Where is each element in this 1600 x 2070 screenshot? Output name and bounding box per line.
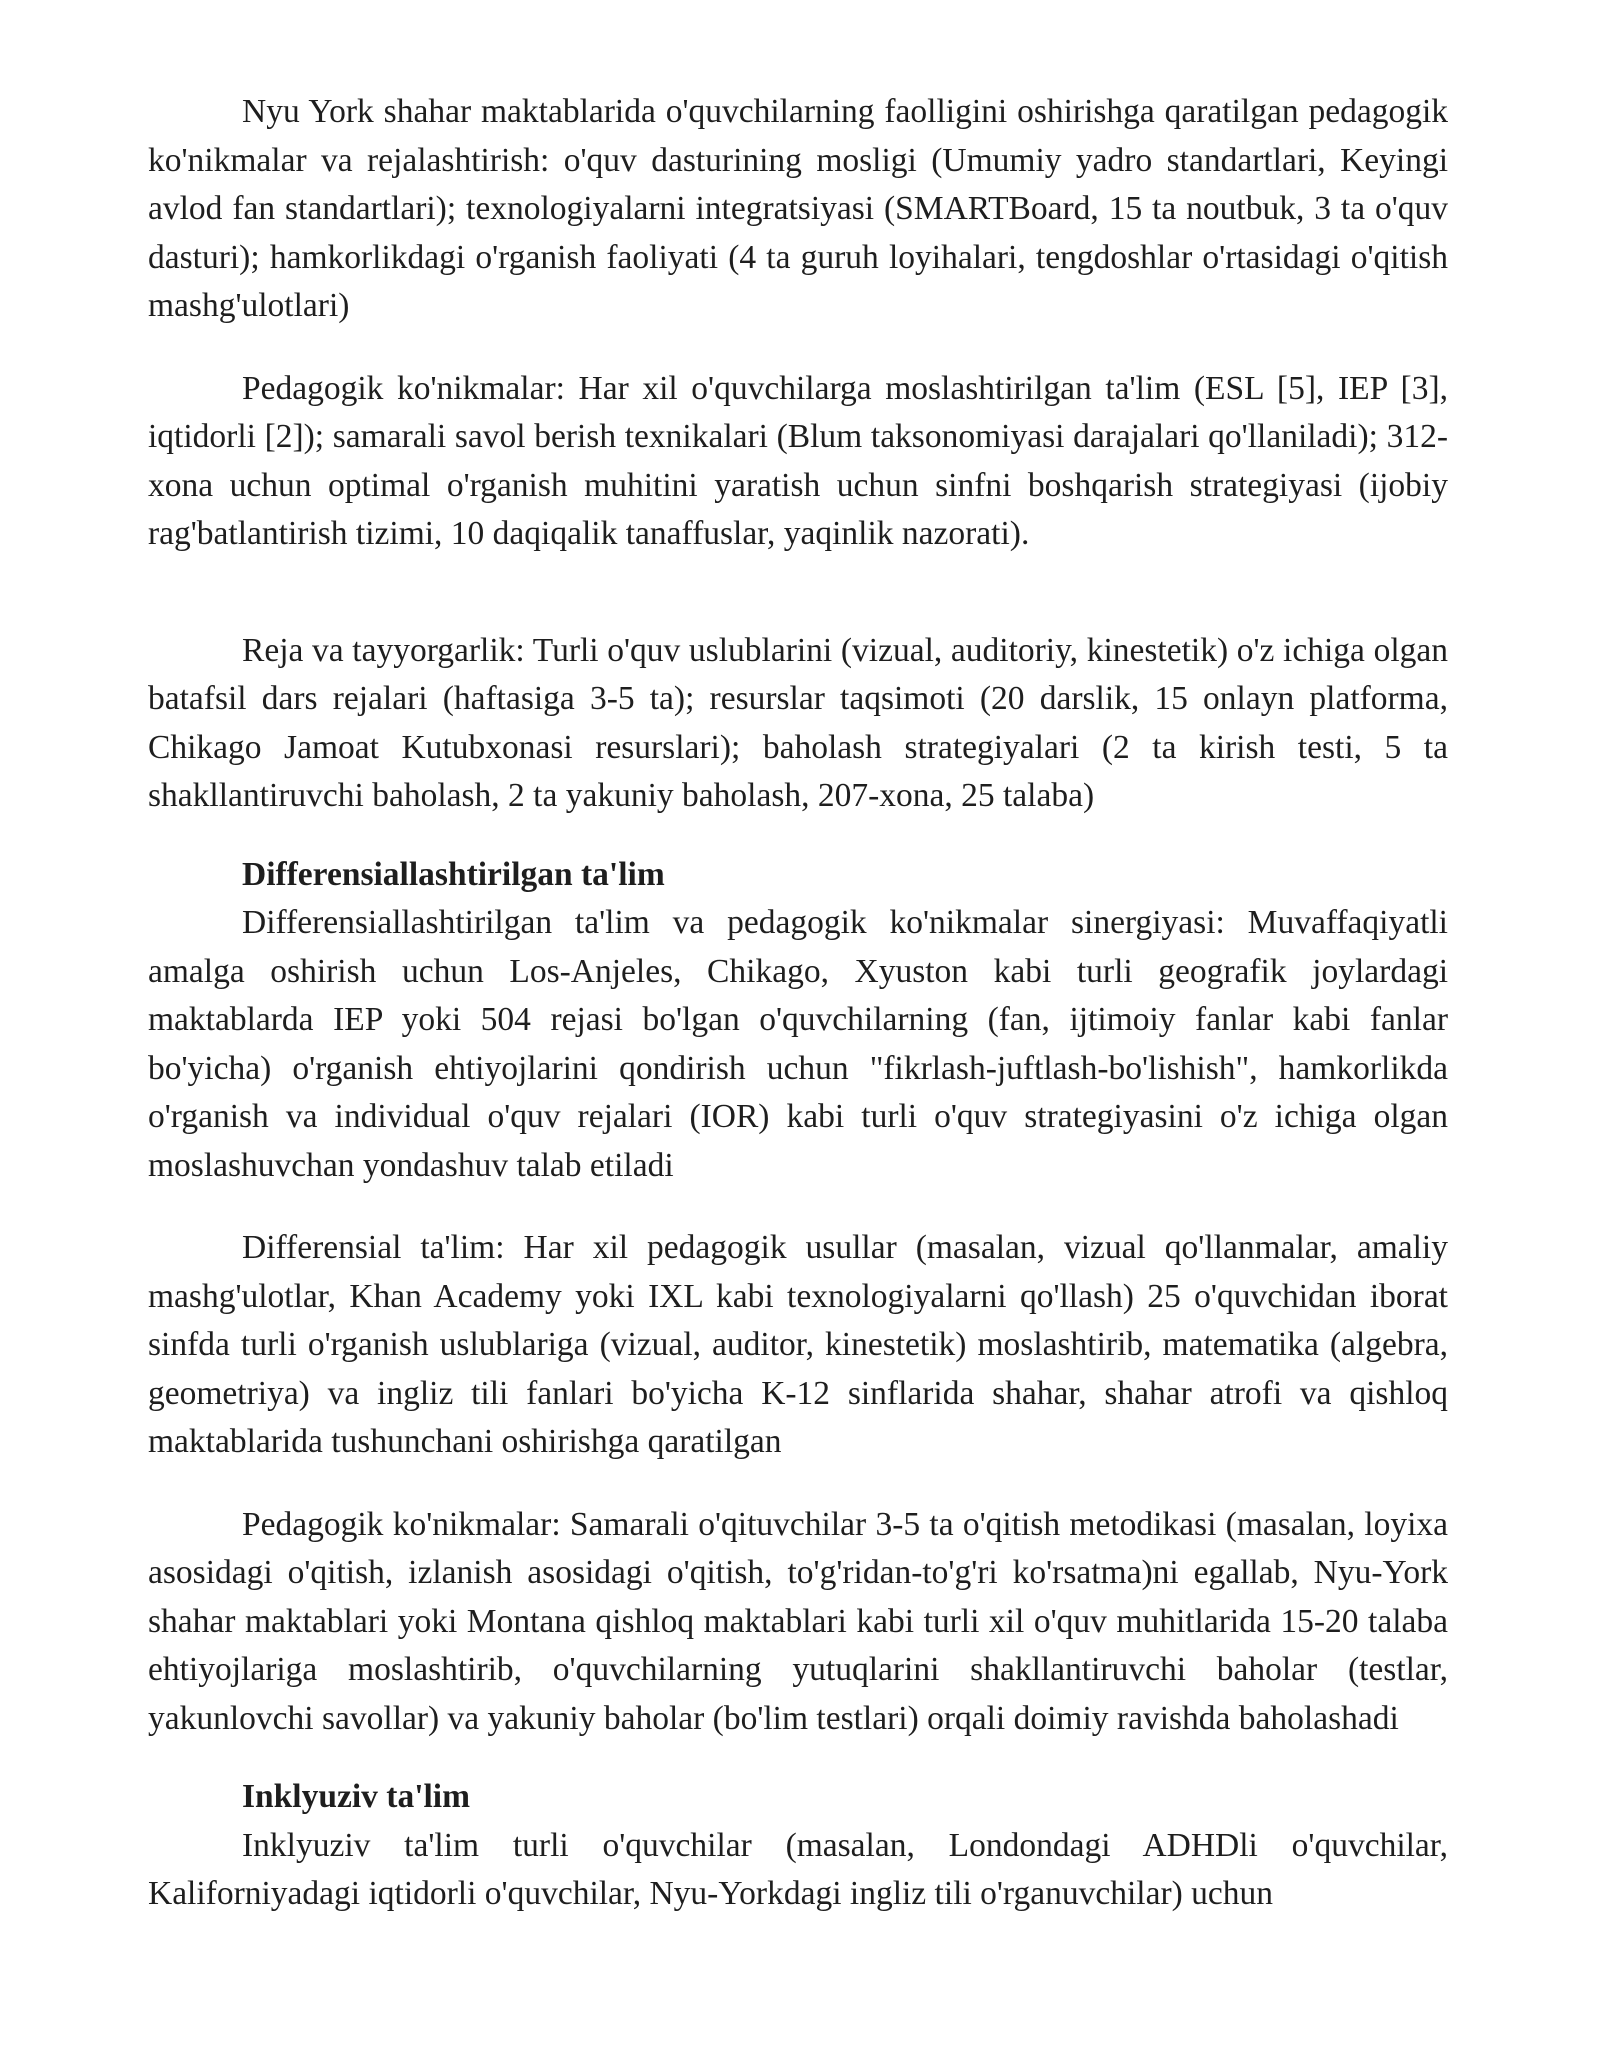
paragraph-nyc-schools: Nyu York shahar maktablarida o'quvchilarning faolligini oshirishga qaratilgan pedagogik ko'nikmalar va rejalashtirish: o'quv dasturining mosligi (Umumiy yadro standartlari, Keyingi avlod fan standartlari); texnologiyalarni integratsiyasi (SMARTBoard, 15 ta noutbuk, 3 ta o'quv dasturi); hamkorlikdagi o'rganish faoliyati (4 ta guruh loyihalari, tengdoshlar o'rtasidagi o'qitish mashg'ulotlari) xyxy=(148,93,1448,324)
paragraph-differentiated-synergy: Differensiallashtirilgan ta'lim va pedagogik ko'nikmalar sinergiyasi: Muvaffaqiyatli amalga oshirish uchun Los-Anjeles, Chikago, Xyuston kabi turli geografik joylardagi maktablarda IEP yoki 504 rejasi bo'lgan o'quvchilarning (fan, ijtimoiy fanlar kabi fanlar bo'yicha) o'rganish ehtiyojlarini qondirish uchun "fikrlash-juftlash-bo'lishish", hamkorlikda o'rganish va individual o'quv rejalari (IOR) kabi turli o'quv strategiyasini o'z ichiga olgan moslashuvchan yondashuv talab etiladi xyxy=(148,904,1448,1184)
paragraph-pedagogical-skills-2: Pedagogik ko'nikmalar: Samarali o'qituvchilar 3-5 ta o'qitish metodikasi (masalan, loyixa asosidagi o'qitish, izlanish asosidagi o'qitish, to'g'ridan-to'g'ri ko'rsatma)ni egallab, Nyu-York shahar maktablari yoki Montana qishloq maktablari kabi turli xil o'quv muhitlarida 15-20 talaba ehtiyojlariga moslashtirib, o'quvchilarning yutuqlarini shakllantiruvchi baholar (testlar, yakunlovchi savollar) va yakuniy baholar (bo'lim testlari) orqali doimiy ravishda baholashadi xyxy=(148,1505,1448,1737)
document-page xyxy=(148,88,1448,1919)
paragraph-planning: Reja va tayyorgarlik: Turli o'quv uslublarini (vizual, auditoriy, kinestetik) o'z ichiga olgan batafsil dars rejalari (haftasiga 3-5 ta); resurslar taqsimoti (20 darslik, 15 onlayn platforma, Chikago Jamoat Kutubxonasi resurslari); baholash strategiyalari (2 ta kirish testi, 5 ta shakllantiruvchi baholash, 2 ta yakuniy baholash, 207-xona, 25 talaba) xyxy=(148,631,1448,814)
paragraph-pedagogical-skills: Pedagogik ko'nikmalar: Har xil o'quvchilarga moslashtirilgan ta'lim (ESL [5], IEP [3], iqtidorli [2]); samarali savol berish texnikalari (Blum taksonomiyasi darajalari qo'llaniladi); 312-xona uchun optimal o'rganish muhitini yaratish uchun sinfni boshqarish strategiyasi (ijobiy rag'batlantirish tizimi, 10 daqiqalik tanaffuslar, yaqinlik nazorati). xyxy=(148,369,1448,552)
paragraph-differential-education: Differensial ta'lim: Har xil pedagogik usullar (masalan, vizual qo'llanmalar, amaliy mashg'ulotlar, Khan Academy yoki IXL kabi texnologiyalarni qo'llash) 25 o'quvchidan iborat sinfda turli o'rganish uslublariga (vizual, auditor, kinestetik) moslashtirib, matematika (algebra, geometriya) va ingliz tili fanlari bo'yicha K-12 sinflarida shahar, shahar atrofi va qishloq maktablarida tushunchani oshirishga qaratilgan xyxy=(148,1229,1448,1460)
heading-differentiated: Differensiallashtirilgan ta'lim xyxy=(242,855,665,893)
heading-inclusive: Inklyuziv ta'lim xyxy=(242,1778,471,1815)
paragraph-inclusive: Inklyuziv ta'lim turli o'quvchilar (masalan, Londondagi ADHDli o'quvchilar, Kaliforniyadagi iqtidorli o'quvchilar, Nyu-Yorkdagi ingliz tili o'rganuvchilar) uchun xyxy=(148,1826,1448,1912)
